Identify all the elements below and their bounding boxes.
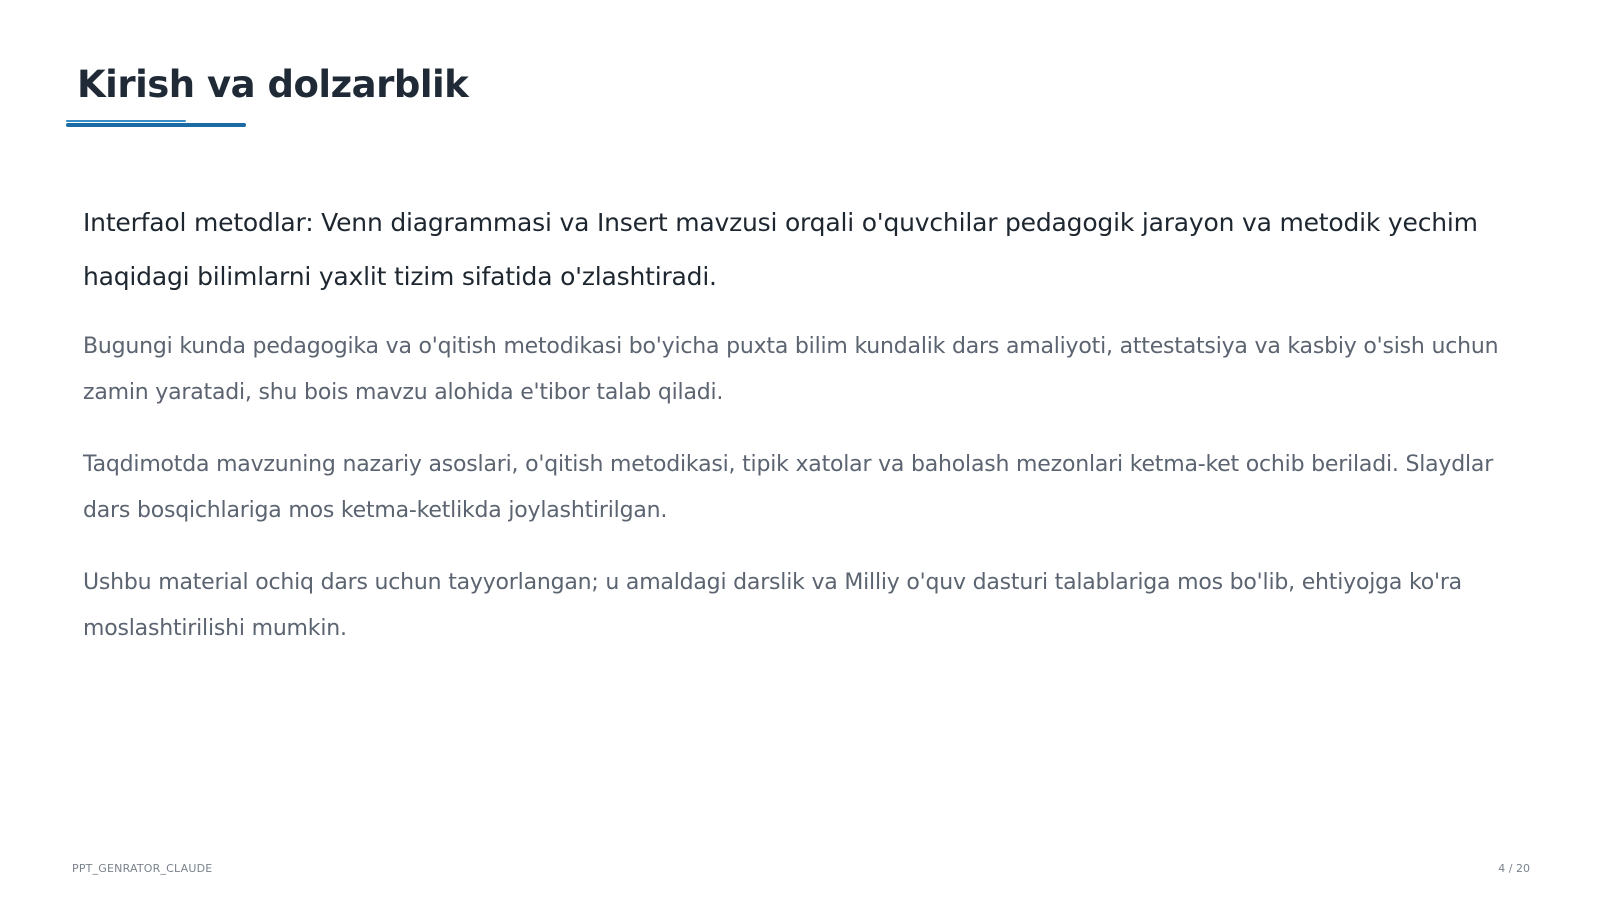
body-paragraph-1: Bugungi kunda pedagogika va o'qitish metodikasi bo'yicha puxta bilim kundalik dars amaliyoti, attestatsiya va kasbiy o'sish uchun zamin yaratadi, shu bois mavzu alohida e'tibor talab qiladi. [83, 334, 1499, 405]
title-underline-accent [66, 120, 186, 122]
slide-title: Kirish va dolzarblik [77, 63, 469, 106]
slide-content [83, 196, 1523, 678]
page-number: 4 / 20 [1498, 862, 1530, 875]
footer-source: PPT_GENRATOR_CLAUDE [72, 862, 213, 875]
body-paragraph-2: Taqdimotda mavzuning nazariy asoslari, o'qitish metodikasi, tipik xatolar va baholash mezonlari ketma-ket ochib beriladi. Slaydlar dars bosqichlariga mos ketma-ketlikda joylashtirilgan. [83, 452, 1494, 523]
lead-paragraph: Interfaol metodlar: Venn diagrammasi va Insert mavzusi orqali o'quvchilar pedagogik jarayon va metodik yechim haqidagi bilimlarni yaxlit tizim sifatida o'zlashtiradi. [83, 208, 1478, 291]
title-underline [66, 123, 246, 127]
body-paragraph-3: Ushbu material ochiq dars uchun tayyorlangan; u amaldagi darslik va Milliy o'quv dasturi talablariga mos bo'lib, ehtiyojga ko'ra moslashtirilishi mumkin. [83, 570, 1462, 641]
